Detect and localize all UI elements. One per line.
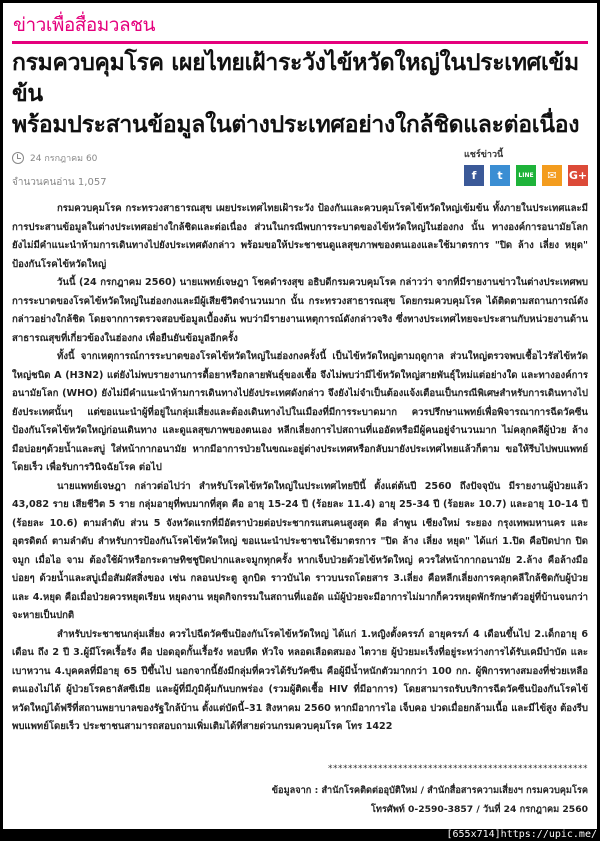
paragraph: ทั้งนี้ จากเหตุการณ์การระบาดของโรคไข้หวัดใหญ่ในฮ่องกงครั้งนี้ เป็นไข้หวัดใหญ่ตามฤดูกาล ส่วนใหญ่ตรวจพบเชื้อไวรัสไข้หวัดใหญ่ชนิด A (H3N2) แต่ยังไม่พบรายงานการดื้อยาหรือกลายพันธุ์ของเชื้อ จึงไม่พบว่ามีไข้หวัดใหญ่สายพันธุ์ใหม่แต่อย่างใด และทางองค์การอนามัยโลก (WHO) ยังไม่มีคำแนะนำห้ามการเดินทางไปยังประเทศดังกล่าว จึงยังไม่จำเป็นต้องแจ้งเตือนเป็นกรณีพิเศษสำหรับการเดินทางไปยังประเทศนั้นๆ แต่ขอแนะนำผู้ที่อยู่ในกลุ่มเสี่ยงและต้องเดินทางไปในเมืองที่มีการระบาดมาก ควรปรึกษาแพทย์เพื่อพิจารณาการฉีดวัคซีนป้องกันโรคไข้หวัดใหญ่ก่อนเดินทาง และดูแลสุขภาพของตนเอง หลีกเลี่ยงการไปสถานที่แออัดหรือมีผู้คนอยู่จำนวนมาก ไม่คลุกคลีผู้ป่วย ล้างมือบ่อยๆด้วยน้ำและสบู่ ใส่หน้ากากอนามัย หากมีอาการป่วยในขณะอยู่ต่างประเทศหรือกลับมายังประเทศไทยแล้วก็ตาม ขอให้รีบไปพบแพทย์โดยเร็ว เพื่อรับการวินิจฉัยโรค ต่อไป	[12, 351, 588, 473]
share-buttons	[464, 165, 588, 186]
section-divider	[12, 41, 588, 44]
source-text: ข้อมูลจาก : สำนักโรคติดต่ออุบัติใหม่ / สำนักสื่อสารความเสี่ยงฯ กรมควบคุมโรค	[271, 784, 588, 796]
source-info	[12, 781, 588, 819]
meta-info	[12, 147, 107, 190]
google-plus-icon[interactable]: G+	[568, 165, 588, 186]
line-icon[interactable]: LINE	[516, 165, 536, 186]
watermark: [655x714]https://upic.me/	[0, 829, 600, 841]
article-page	[3, 0, 597, 829]
twitter-icon[interactable]: t	[490, 165, 510, 186]
article-meta	[12, 147, 588, 190]
clock-icon	[12, 152, 24, 164]
view-count: จำนวนคนอ่าน 1,057	[12, 177, 107, 188]
paragraph: วันนี้ (24 กรกฎาคม 2560) นายแพทย์เจษฎา โชคดำรงสุข อธิบดีกรมควบคุมโรค กล่าวว่า จากที่มีรายงานข่าวในต่างประเทศพบการระบาดของโรคไข้หวัดใหญ่ในฮ่องกงและมีผู้เสียชีวิตจำนวนมาก นั้น กระทรวงสาธารณสุข โดยกรมควบคุมโรค ได้ติดตามสถานการณ์ดังกล่าวอย่างใกล้ชิด โดยจากการตรวจสอบข้อมูลเบื้องต้น พบว่ามีรายงานเหตุการณ์ดังกล่าวจริง ซึ่งทางประเทศไทยจะประสานกับหน่วยงานด้านสาธารณสุขที่เกี่ยวข้องในฮ่องกง เพื่อยืนยันข้อมูลอีกครั้ง	[12, 277, 588, 344]
publish-date	[12, 151, 107, 165]
paragraph: นายแพทย์เจษฎา กล่าวต่อไปว่า สำหรับโรคไข้หวัดใหญ่ในประเทศไทยปีนี้ ตั้งแต่ต้นปี 2560 ถึงปัจจุบัน มีรายงานผู้ป่วยแล้ว 43,082 ราย เสียชีวิต 5 ราย กลุ่มอายุที่พบมากที่สุด คือ อายุ 15-24 ปี (ร้อยละ 11.4) อายุ 25-34 ปี (ร้อยละ 10.7) และอายุ 10-14 ปี (ร้อยละ 10.6) ตามลำดับ ส่วน 5 จังหวัดแรกที่มีอัตราป่วยต่อประชากรแสนคนสูงสุด คือ ลำพูน เชียงใหม่ ระยอง กรุงเทพมหานคร และอุตรดิตถ์ ตามลำดับ สำหรับการป้องกันโรคไข้หวัดใหญ่ ขอแนะนำประชาชนใช้มาตรการ "ปิด ล้าง เลี่ยง หยุด" ได้แก่ 1.ปิด คือปิดปาก ปิดจมูก เมื่อไอ จาม ต้องใช้ผ้าหรือกระดาษทิชชูปิดปากและจมูกทุกครั้ง หากเจ็บป่วยด้วยไข้หวัดใหญ่ ควรใส่หน้ากากอนามัย 2.ล้าง คือล้างมือบ่อยๆ ด้วยน้ำและสบู่เมื่อสัมผัสสิ่งของ เช่น กลอนประตู ลูกบิด ราวบันได ราวบนรถโดยสาร 3.เลี่ยง คือหลีกเลี่ยงการคลุกคลีใกล้ชิดกับผู้ป่วย และ 4.หยุด คือเมื่อป่วยควรหยุดเรียน หยุดงาน หยุดกิจกรรมในสถานที่แออัด แม้ผู้ป่วยจะมีอาการไม่มากก็ควรหยุดพักรักษาตัวอยู่ที่บ้านจนกว่าจะหายเป็นปกติ	[12, 480, 588, 621]
title-line-2: พร้อมประสานข้อมูลในต่างประเทศอย่างใกล้ชิดและต่อเนื่อง	[12, 112, 580, 138]
paragraph: กรมควบคุมโรค กระทรวงสาธารณสุข เผยประเทศไทยเฝ้าระวัง ป้องกันและควบคุมโรคไข้หวัดใหญ่เข้มข้น ทั้งภายในประเทศและมีการประสานข้อมูลในต่างประเทศอย่างใกล้ชิดและต่อเนื่อง ส่วนในกรณีพบการระบาดของไข้หวัดใหญ่ในฮ่องกง นั้น ทางองค์การอนามัยโลก ยังไม่มีคำแนะนำห้ามการเดินทางไปยังประเทศดังกล่าว พร้อมขอให้ประชาชนดูแลสุขภาพของตนเองและใช้มาตรการ "ปิด ล้าง เลี่ยง หยุด" ป้องกันโรคไข้หวัดใหญ่	[12, 203, 588, 270]
article-body	[12, 200, 588, 737]
article-title	[12, 48, 588, 141]
contact-text: โทรศัพท์ 0-2590-3857 / วันที่ 24 กรกฎาคม 2560	[370, 803, 588, 815]
section-label: ข่าวเพื่อสื่อมวลชน	[13, 14, 155, 36]
date-text: 24 กรกฎาคม 60	[30, 154, 98, 164]
email-icon[interactable]: ✉	[542, 165, 562, 186]
separator: ****************************************************	[328, 763, 588, 774]
facebook-icon[interactable]: f	[464, 165, 484, 186]
paragraph: สำหรับประชาชนกลุ่มเสี่ยง ควรไปฉีดวัคซีนป้องกันโรคไข้หวัดใหญ่ ได้แก่ 1.หญิงตั้งครรภ์ อายุครรภ์ 4 เดือนขึ้นไป 2.เด็กอายุ 6 เดือน ถึง 2 ปี 3.ผู้มีโรคเรื้อรัง คือ ปอดอุดกั้นเรื้อรัง หอบหืด หัวใจ หลอดเลือดสมอง ไตวาย ผู้ป่วยมะเร็งที่อยู่ระหว่างการได้รับเคมีบำบัด และเบาหวาน 4.บุคคลที่มีอายุ 65 ปีขึ้นไป นอกจากนี้ยังมีกลุ่มที่ควรได้รับวัคซีน คือผู้มีน้ำหนักตัวมากกว่า 100 กก. ผู้พิการทางสมองที่ช่วยเหลือตนเองไม่ได้ ผู้ป่วยโรคธาลัสซีเมีย และผู้ที่มีภูมิคุ้มกันบกพร่อง (รวมผู้ติดเชื้อ HIV ที่มีอาการ) โดยสามารถรับบริการฉีดวัคซีนป้องกันโรคไข้หวัดใหญ่ได้ฟรีที่สถานพยาบาลของรัฐใกล้บ้าน ตั้งแต่บัดนี้–31 สิงหาคม 2560 หากมีอาการไอ เจ็บคอ ปวดเมื่อยกล้ามเนื้อ และมีไข้สูง ต้องรีบพบแพทย์โดยเร็ว ประชาชนสามารถสอบถามเพิ่มเติมได้ที่สายด่วนกรมควบคุมโรค โทร 1422	[12, 628, 588, 732]
share-panel	[464, 147, 588, 186]
share-label: แชร์ข่าวนี้	[464, 150, 504, 160]
title-line-1: กรมควบคุมโรค เผยไทยเฝ้าระวังไข้หวัดใหญ่ในประเทศเข้มข้น	[12, 50, 579, 107]
